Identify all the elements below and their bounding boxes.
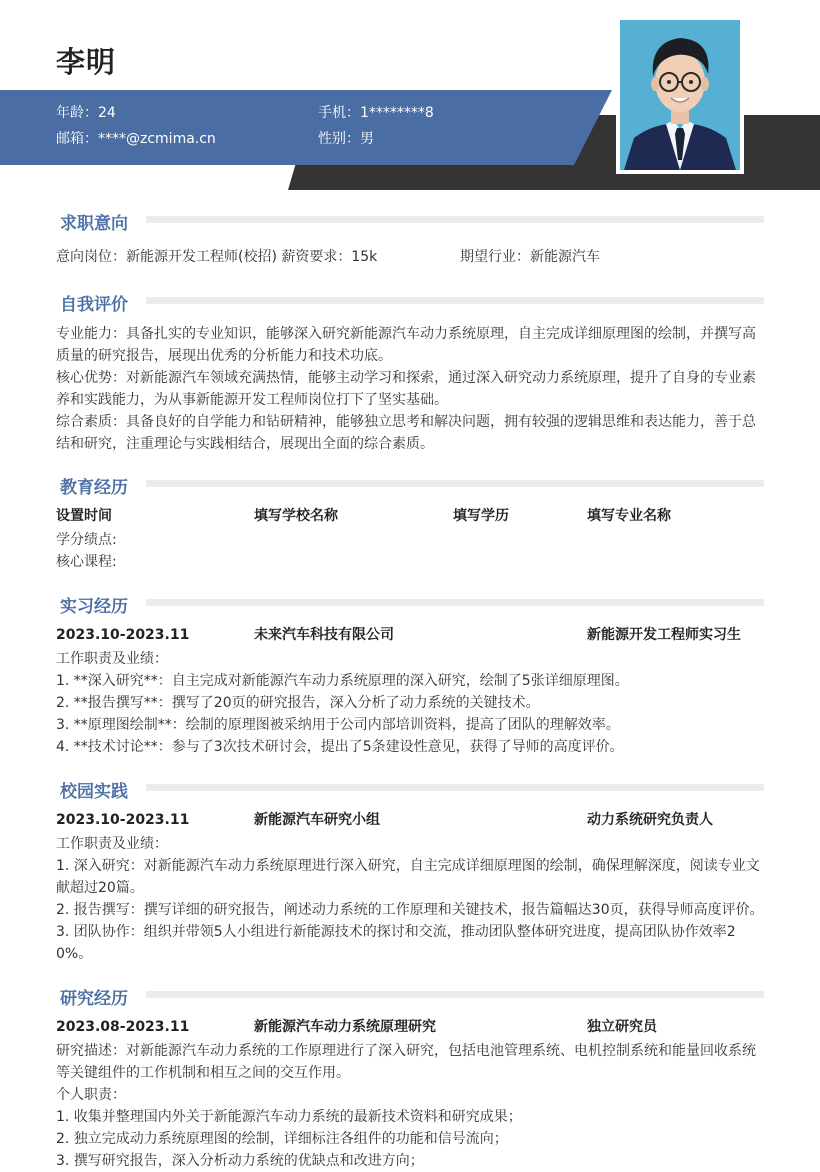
education-courses: 核心课程:: [56, 554, 117, 570]
section-divider: [146, 297, 764, 304]
research-project: 新能源汽车动力系统原理研究: [254, 1019, 436, 1035]
section-divider: [146, 216, 764, 223]
text-line: 献超过20篇。: [56, 880, 144, 896]
text-line: 1. **深入研究**：自主完成对新能源汽车动力系统原理的深入研究，绘制了5张详细原理图。: [56, 673, 629, 689]
education-school: 填写学校名称: [254, 508, 338, 524]
text-line: 0%。: [56, 946, 93, 962]
avatar-illustration: [620, 20, 740, 170]
campus-content: [56, 833, 766, 965]
text-line: 综合素质：具备良好的自学能力和钻研精神，能够独立思考和解决问题，拥有较强的逻辑思维和表达能力，善于总: [56, 414, 756, 430]
text-line: 3. **原理图绘制**：绘制的原理图被采纳用于公司内部培训资料，提高了团队的理解效率。: [56, 717, 620, 733]
internship-role: 新能源开发工程师实习生: [587, 627, 741, 643]
text-line: 核心优势：对新能源汽车领域充满热情，能够主动学习和探索，通过深入研究动力系统原理，提升了自身的专业素: [56, 370, 756, 386]
section-title-research: 研究经历: [60, 989, 128, 1009]
text-line: 3. 撰写研究报告，深入分析动力系统的优缺点和改进方向；: [56, 1153, 424, 1169]
profile-photo: [620, 20, 740, 170]
text-line: 养和实践能力，为从事新能源开发工程师岗位打下了坚实基础。: [56, 392, 448, 408]
section-title-self-eval: 自我评价: [60, 295, 128, 315]
text-line: 工作职责及业绩：: [56, 651, 168, 667]
internship-content: [56, 648, 766, 758]
section-title-internship: 实习经历: [60, 597, 128, 617]
text-line: 2. 独立完成动力系统原理图的绘制，详细标注各组件的功能和信号流向；: [56, 1131, 508, 1147]
research-period: 2023.08-2023.11: [56, 1019, 190, 1035]
campus-org: 新能源汽车研究小组: [254, 812, 380, 828]
profile-photo-frame: [616, 16, 744, 174]
phone-field: 手机：1********8: [318, 105, 434, 121]
text-line: 1. 深入研究：对新能源汽车动力系统原理进行深入研究，自主完成详细原理图的绘制，确保理解深度，阅读专业文: [56, 858, 760, 874]
gender-field: 性别：男: [318, 131, 374, 147]
section-title-intention: 求职意向: [60, 214, 128, 234]
text-line: 结和研究，注重理论与实践相结合，展现出全面的综合素质。: [56, 436, 434, 452]
campus-role: 动力系统研究负责人: [587, 812, 713, 828]
email-field: 邮箱：****@zcmima.cn: [56, 131, 216, 147]
campus-period: 2023.10-2023.11: [56, 812, 190, 828]
section-divider: [146, 480, 764, 487]
intention-position-salary: 意向岗位：新能源开发工程师(校招) 薪资要求：15k: [56, 249, 378, 265]
self-eval-content: [56, 323, 766, 455]
age-field: 年龄：24: [56, 105, 116, 121]
text-line: 2. **报告撰写**：撰写了20页的研究报告，深入分析了动力系统的关键技术。: [56, 695, 540, 711]
text-line: 研究描述：对新能源汽车动力系统的工作原理进行了深入研究，包括电池管理系统、电机控制系统和能量回收系统: [56, 1043, 756, 1059]
intention-industry: 期望行业：新能源汽车: [460, 249, 600, 265]
section-divider: [146, 991, 764, 998]
internship-period: 2023.10-2023.11: [56, 627, 190, 643]
text-line: 专业能力：具备扎实的专业知识，能够深入研究新能源汽车动力系统原理，自主完成详细原理图的绘制，并撰写高: [56, 326, 756, 342]
candidate-name: 李明: [56, 45, 117, 79]
text-line: 2. 报告撰写：撰写详细的研究报告，阐述动力系统的工作原理和关键技术，报告篇幅达30页，获得导师高度评价。: [56, 902, 764, 918]
education-gpa: 学分绩点:: [56, 532, 117, 548]
text-line: 等关键组件的工作机制和相互之间的交互作用。: [56, 1065, 350, 1081]
research-role: 独立研究员: [587, 1019, 657, 1035]
section-title-campus: 校园实践: [60, 782, 128, 802]
education-degree: 填写学历: [453, 508, 509, 524]
education-major: 填写专业名称: [587, 508, 671, 524]
text-line: 3. 团队协作：组织并带领5人小组进行新能源技术的探讨和交流，推动团队整体研究进度，提高团队协作效率2: [56, 924, 736, 940]
text-line: 工作职责及业绩：: [56, 836, 168, 852]
section-title-education: 教育经历: [60, 478, 128, 498]
internship-company: 未来汽车科技有限公司: [254, 627, 394, 643]
research-content: [56, 1040, 766, 1172]
section-divider: [146, 784, 764, 791]
text-line: 个人职责：: [56, 1087, 126, 1103]
section-divider: [146, 599, 764, 606]
text-line: 4. **技术讨论**：参与了3次技术研讨会，提出了5条建设性意见，获得了导师的高度评价。: [56, 739, 624, 755]
education-time: 设置时间: [56, 508, 112, 524]
resume-header: [0, 0, 820, 195]
text-line: 1. 收集并整理国内外关于新能源汽车动力系统的最新技术资料和研究成果；: [56, 1109, 522, 1125]
text-line: 质量的研究报告，展现出优秀的分析能力和技术功底。: [56, 348, 392, 364]
